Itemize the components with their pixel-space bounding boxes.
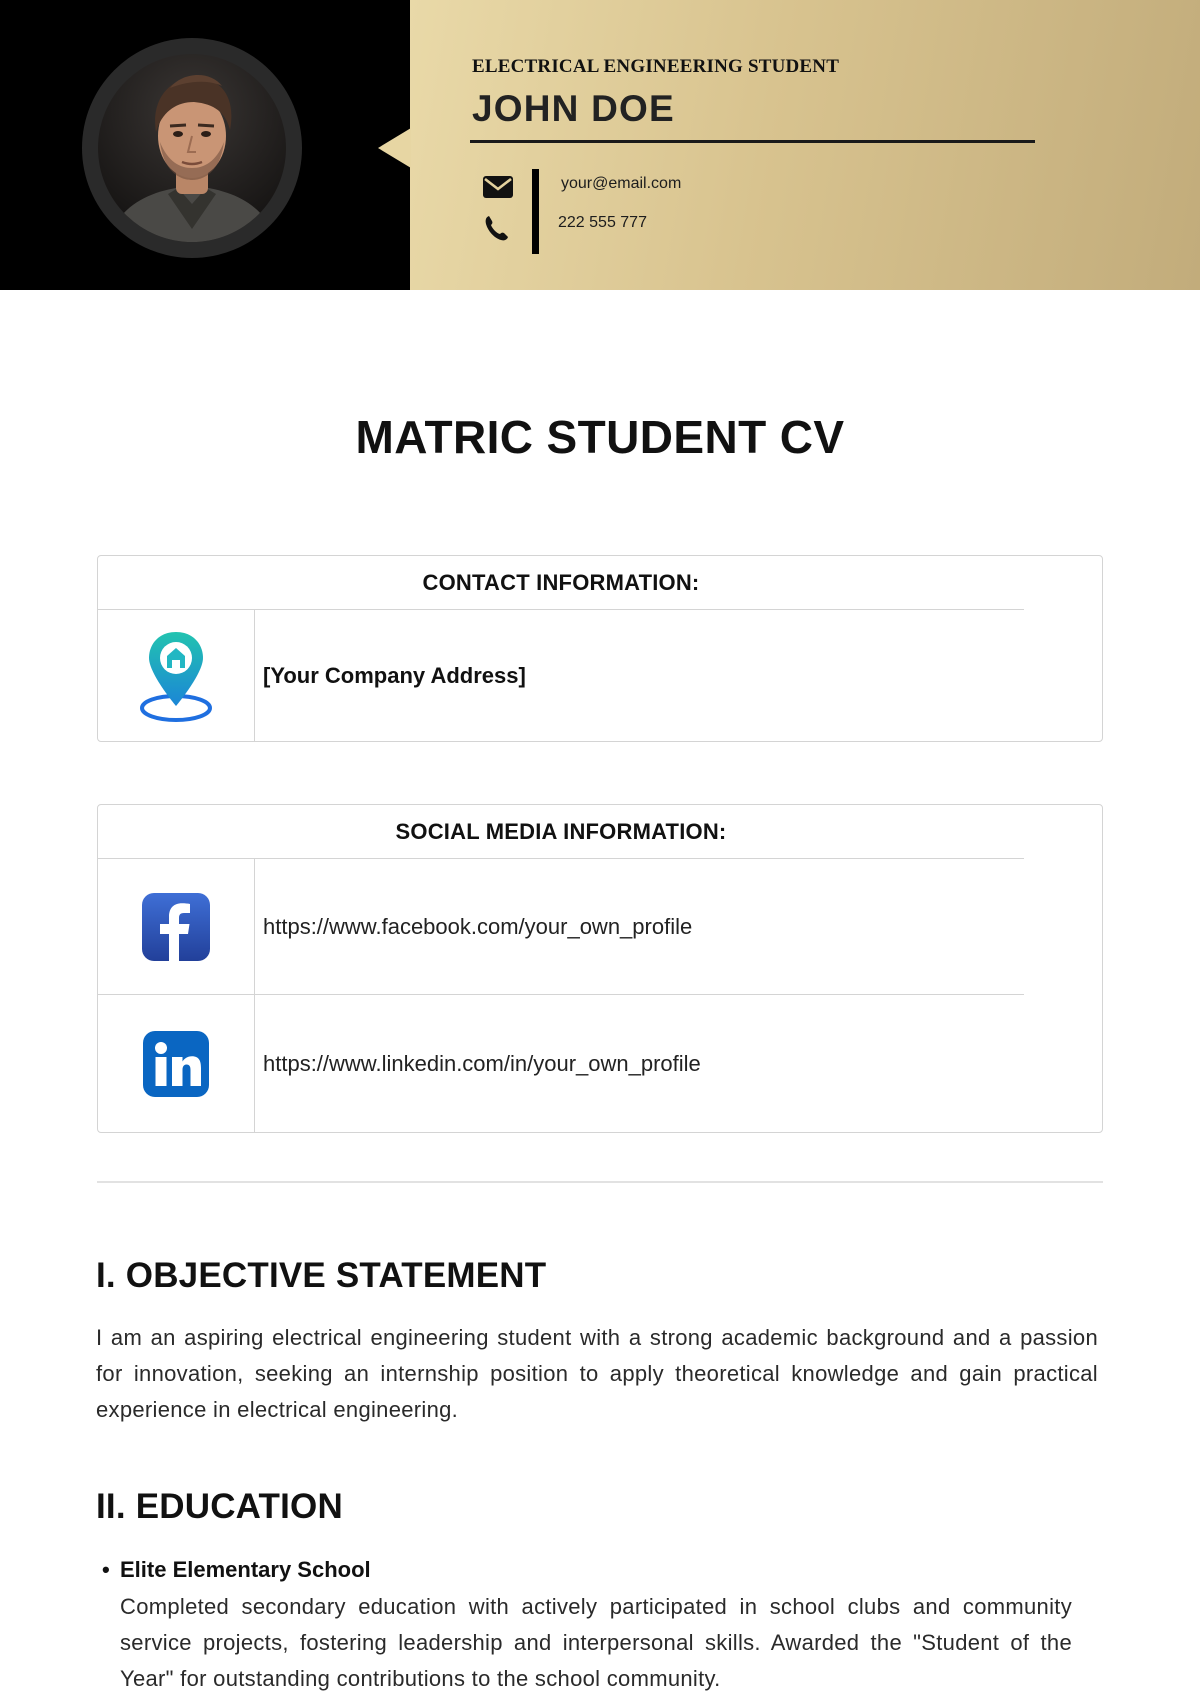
objective-text: I am an aspiring electrical engineering student with a strong academic background and a passion for innovation, seeking an internship position to apply theoretical knowledge and gain practical experience in electrical engineering.	[96, 1325, 1098, 1422]
job-title: ELECTRICAL ENGINEERING STUDENT	[472, 56, 840, 77]
table-row	[98, 610, 1102, 741]
company-address: [Your Company Address]	[263, 662, 526, 688]
link-facebook-profile[interactable]: https://www.facebook.com/your_own_profile	[263, 914, 693, 939]
table-row	[98, 995, 1102, 1132]
contact-information-table	[97, 555, 1103, 742]
phone-icon	[482, 214, 514, 242]
contact-divider	[532, 169, 539, 254]
candidate-name: JOHN DOE	[472, 88, 675, 129]
document-title: MATRIC STUDENT CV	[355, 411, 845, 463]
facebook-icon-cell	[98, 859, 255, 995]
phone-text: 222 555 777	[558, 214, 647, 231]
objective-heading: I. OBJECTIVE STATEMENT	[96, 1256, 547, 1295]
social-media-table	[97, 804, 1103, 1133]
avatar-portrait	[98, 54, 286, 242]
section-divider	[97, 1181, 1103, 1183]
education-school: • Elite Elementary School	[102, 1557, 371, 1582]
facebook-icon	[141, 892, 211, 962]
address-icon-cell	[98, 610, 255, 741]
contact-table-heading: CONTACT INFORMATION:	[98, 556, 1024, 610]
location-pin-icon	[137, 628, 215, 724]
avatar	[98, 54, 286, 242]
header-banner	[0, 0, 1200, 290]
school-name: Elite Elementary School	[120, 1557, 371, 1582]
header-photo-panel	[0, 0, 410, 290]
email-text: your@email.com	[561, 175, 682, 192]
email-icon	[482, 173, 514, 201]
name-underline	[470, 140, 1035, 143]
list-item	[102, 1557, 1072, 1697]
header-notch	[378, 128, 411, 168]
header-info-panel	[410, 0, 1200, 290]
education-heading: II. EDUCATION	[96, 1487, 343, 1526]
table-row	[98, 859, 1102, 995]
linkedin-icon-cell	[98, 995, 255, 1132]
social-table-heading: SOCIAL MEDIA INFORMATION:	[98, 805, 1024, 859]
link-linkedin-profile[interactable]: https://www.linkedin.com/in/your_own_profile	[263, 1050, 701, 1076]
education-description: Completed secondary education with actively participated in school clubs and community service projects, fostering leadership and interpersonal skills. Awarded the "Student of the Year" for outstanding contributions to the school community.	[120, 1594, 1072, 1691]
linkedin-icon	[142, 1030, 210, 1098]
avatar-ring	[82, 38, 302, 258]
